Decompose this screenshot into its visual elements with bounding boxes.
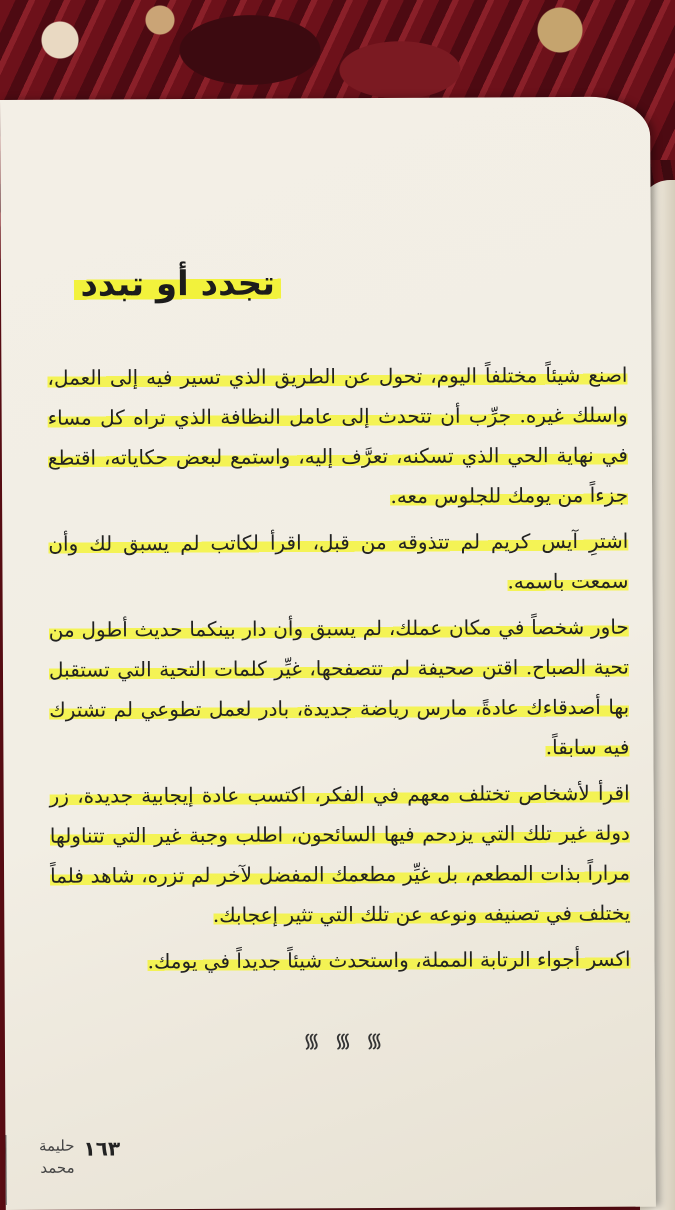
section-ornament: ᯾ ᯾ ᯾	[302, 1027, 387, 1053]
page-number: ١٦٣	[83, 1136, 121, 1161]
paragraph: اقرأ لأشخاص تختلف معهم في الفكر، اكتسب عادة إيجابية جديدة، زر دولة غير تلك التي يزدحم فيها السائحون، اطلب وجبة غير التي تتناولها مراراً بذات المطعم، بل غيِّر مطعمك المفضل لآخر لم تزره، شاهد فلماً يختلف في تصنيفه ونوعه عن تلك التي تثير إعجابك.	[49, 780, 631, 927]
book-page	[0, 97, 656, 1210]
page-body	[47, 355, 630, 988]
paragraph: اصنع شيئاً مختلفاً اليوم، تحول عن الطريق الذي تسير فيه إلى العمل، واسلك غيره. جرِّب أن تتحدث إلى عامل النظافة الذي تراه كل مساء في نهاية الحي الذي تسكنه، تعرَّف إليه، واستمع لبعض حكاياته، اقتطع جزءاً من يومك للجلوس معه.	[47, 362, 629, 508]
paragraph: اشترِ آيس كريم لم تتذوقه من قبل، اقرأ لكاتب لم يسبق لك وأن سمعت باسمه.	[48, 528, 629, 594]
chapter-title	[51, 259, 281, 310]
paragraph: حاور شخصاً في مكان عملك، لم يسبق وأن دار بينكما حديث أطول من تحية الصباح. اقتن صحيفة لم تتصفحها، غيِّر كلمات التحية التي تستقبل بها أصدقاءك عادةً، مارس رياضة جديدة، بادر لعمل تطوعي لم تشترك فيه سابقاً.	[48, 614, 630, 760]
paragraph: اكسر أجواء الرتابة المملة، واستحدث شيئاً جديداً في يومك.	[147, 946, 631, 974]
running-title: حليمة محمد	[5, 1135, 74, 1205]
chapter-title-text: تجدد أو تبدد	[74, 264, 281, 305]
